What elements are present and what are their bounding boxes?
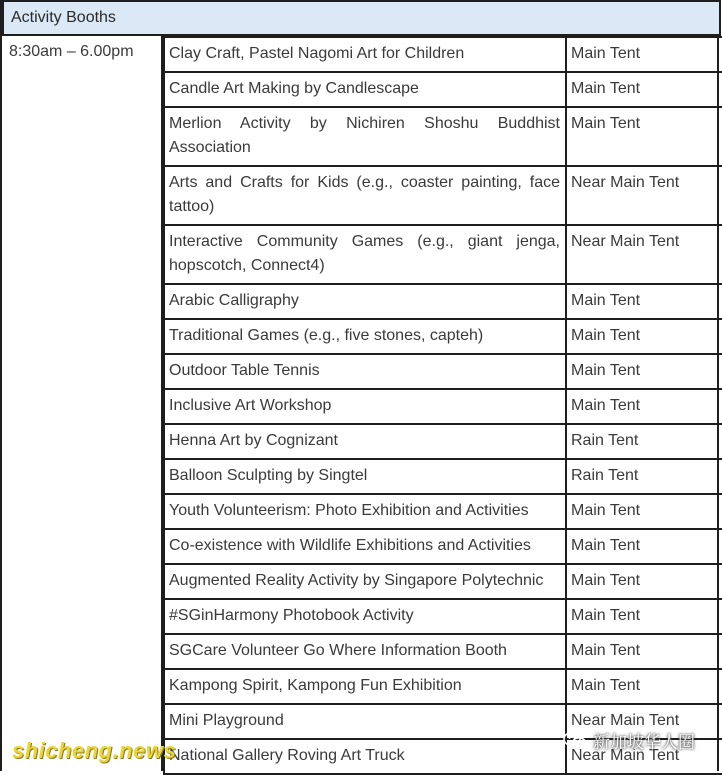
wechat-icon	[563, 731, 587, 751]
location-cell: Main Tent	[566, 319, 722, 354]
table-row	[164, 166, 722, 225]
activity-cell: Youth Volunteerism: Photo Exhibition and Activities	[164, 494, 566, 529]
activity-cell: Co-existence with Wildlife Exhibitions and Activities	[164, 529, 566, 564]
activity-cell: Inclusive Art Workshop	[164, 389, 566, 424]
activity-cell: SGCare Volunteer Go Where Information Booth	[164, 634, 566, 669]
activity-cell: Arabic Calligraphy	[164, 284, 566, 319]
table-row	[164, 564, 722, 599]
location-cell: Main Tent	[566, 389, 722, 424]
table-row	[164, 389, 722, 424]
location-cell: Main Tent	[566, 599, 722, 634]
header-title: Activity Booths	[11, 9, 116, 26]
time-cell	[2, 36, 163, 771]
table-header	[2, 0, 721, 36]
location-cell: Near Main Tent	[566, 704, 722, 739]
location-cell: Main Tent	[566, 284, 722, 319]
table-row	[164, 319, 722, 354]
activity-cell: Henna Art by Cognizant	[164, 424, 566, 459]
location-cell: Main Tent	[566, 634, 722, 669]
table-row	[164, 669, 722, 704]
activity-cell: Balloon Sculpting by Singtel	[164, 459, 566, 494]
location-cell: Near Main Tent	[566, 739, 722, 774]
table-row	[164, 529, 722, 564]
watermark-shicheng: shicheng.news	[12, 738, 177, 763]
table-row	[164, 494, 722, 529]
watermark-wechat-text: 新加坡华人圈	[593, 733, 695, 753]
location-cell: Near Main Tent	[566, 166, 722, 225]
location-cell: Main Tent	[566, 669, 722, 704]
location-cell: Rain Tent	[566, 424, 722, 459]
table-row	[164, 284, 722, 319]
activity-cell: Clay Craft, Pastel Nagomi Art for Children	[164, 37, 566, 72]
activity-cell: Interactive Community Games (e.g., giant jenga, hopscotch, Connect4)	[164, 225, 566, 284]
location-cell: Main Tent	[566, 564, 722, 599]
booths-table	[163, 36, 722, 775]
table-row	[164, 354, 722, 389]
activity-cell: Arts and Crafts for Kids (e.g., coaster painting, face tattoo)	[164, 166, 566, 225]
time-range: 8:30am – 6.00pm	[9, 43, 134, 60]
table-row	[164, 107, 722, 166]
location-cell: Main Tent	[566, 529, 722, 564]
table-row	[164, 72, 722, 107]
watermark-wechat	[563, 728, 695, 753]
location-cell: Rain Tent	[566, 459, 722, 494]
activity-cell: Augmented Reality Activity by Singapore Polytechnic	[164, 564, 566, 599]
activity-cell: Outdoor Table Tennis	[164, 354, 566, 389]
location-cell: Main Tent	[566, 354, 722, 389]
table-row	[164, 37, 722, 72]
table-row	[164, 459, 722, 494]
activity-cell: Kampong Spirit, Kampong Fun Exhibition	[164, 669, 566, 704]
activity-cell: Merlion Activity by Nichiren Shoshu Buddhist Association	[164, 107, 566, 166]
location-cell: Main Tent	[566, 72, 722, 107]
location-cell: Main Tent	[566, 37, 722, 72]
activity-cell: National Gallery Roving Art Truck	[164, 739, 566, 774]
table-row	[164, 424, 722, 459]
activity-cell: Mini Playground	[164, 704, 566, 739]
location-cell: Main Tent	[566, 107, 722, 166]
location-cell: Main Tent	[566, 494, 722, 529]
activity-cell: Candle Art Making by Candlescape	[164, 72, 566, 107]
location-cell: Near Main Tent	[566, 225, 722, 284]
table-row	[164, 225, 722, 284]
activity-cell: Traditional Games (e.g., five stones, capteh)	[164, 319, 566, 354]
activity-cell: #SGinHarmony Photobook Activity	[164, 599, 566, 634]
table-row	[164, 634, 722, 669]
table-row	[164, 599, 722, 634]
